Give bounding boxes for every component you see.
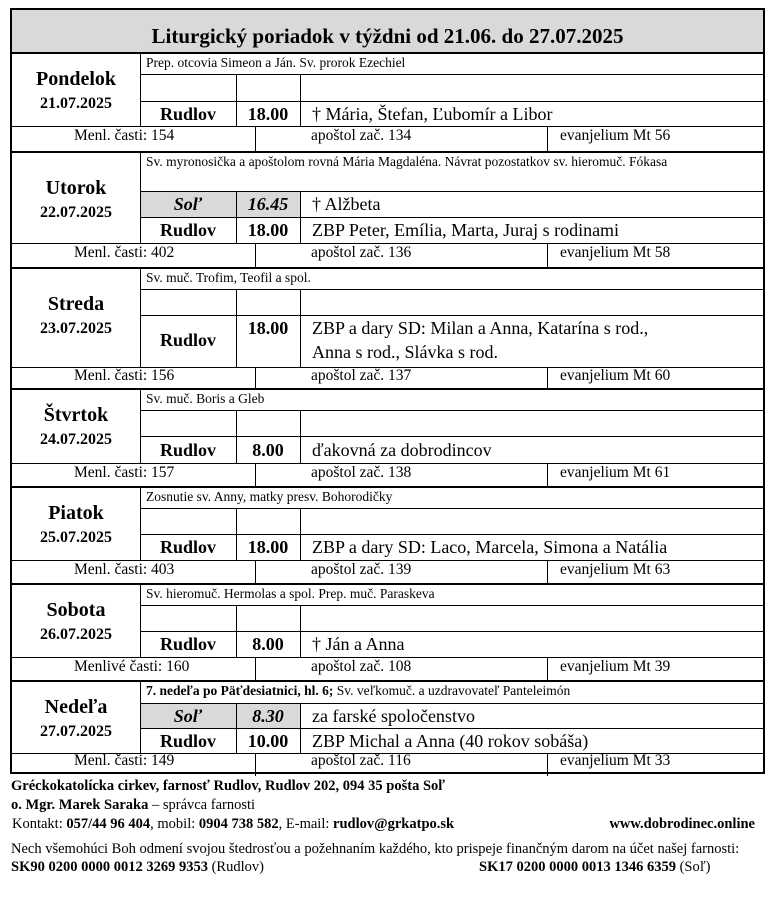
service-place: Rudlov xyxy=(159,730,217,751)
feast-saints: Prep. otcovia Simeon a Ján. Sv. prorok Ezechiel xyxy=(146,55,406,70)
bank-accounts xyxy=(11,858,761,877)
feast-saints: Sv. myronosička a apoštolom rovná Mária Magdaléna. Návrat pozostatkov sv. hieromuč. Fókasa xyxy=(146,154,668,169)
column-divider xyxy=(140,269,141,367)
row-divider xyxy=(140,410,763,411)
readings-apostle: apoštol zač. 116 xyxy=(311,752,411,769)
day-date: 25.07.2025 xyxy=(40,529,112,546)
administrator-line xyxy=(11,796,761,815)
day-date: 23.07.2025 xyxy=(40,320,112,337)
readings-column-divider xyxy=(255,657,256,682)
service-time: 8.00 xyxy=(252,439,284,460)
readings-gospel: evanjelium Mt 60 xyxy=(560,367,671,384)
readings-column-divider xyxy=(255,243,256,269)
day-name: Nedeľa xyxy=(44,696,108,718)
service-time: 18.00 xyxy=(247,220,289,240)
service-intention-continued: Anna s rod., Slávka s rod. xyxy=(312,342,498,362)
iban-rudlov: SK90 0200 0000 0012 3269 9353 xyxy=(11,859,208,875)
readings-column-divider xyxy=(255,126,256,151)
service-intention: ZBP Michal a Anna (40 rokov sobáša) xyxy=(312,730,589,751)
administrator-role: – správca farnosti xyxy=(148,797,256,813)
row-divider xyxy=(140,631,763,632)
mobile-label: , mobil: xyxy=(150,816,199,832)
service-time: 10.00 xyxy=(247,730,289,751)
readings-column-divider xyxy=(255,463,256,488)
day-name: Piatok xyxy=(48,502,104,524)
day-block-4 xyxy=(12,486,763,583)
readings-column-divider xyxy=(255,560,256,585)
day-name-cell xyxy=(12,404,140,450)
row-divider xyxy=(140,605,763,606)
feast-text xyxy=(146,270,761,286)
column-divider xyxy=(300,74,301,126)
feast-saints: Sv. veľkomuč. a uzdravovateľ Panteleimón xyxy=(333,683,571,698)
readings-variable-parts: Menl. časti: 149 xyxy=(74,752,175,769)
readings-gospel: evanjelium Mt 56 xyxy=(560,127,671,144)
service-intention: ďakovná za dobrodincov xyxy=(312,439,492,460)
feast-text xyxy=(146,683,761,699)
day-block-0 xyxy=(12,54,763,151)
row-divider xyxy=(140,74,763,75)
readings-column-divider xyxy=(547,243,548,269)
readings-variable-parts: Menl. časti: 154 xyxy=(74,127,175,144)
feast-text xyxy=(146,489,761,505)
feast-saints: Sv. hieromuč. Hermolas a spol. Prep. muč. Paraskeva xyxy=(146,586,435,601)
service-intention: † Mária, Štefan, Ľubomír a Libor xyxy=(312,103,553,124)
service-place: Rudlov xyxy=(159,634,217,654)
day-name-cell xyxy=(12,599,140,645)
readings-apostle: apoštol zač. 136 xyxy=(311,244,412,261)
service-time: 18.00 xyxy=(247,318,289,338)
readings-variable-parts: Menl. časti: 157 xyxy=(74,464,175,481)
row-divider xyxy=(140,508,763,509)
readings-column-divider xyxy=(547,126,548,151)
readings-gospel: evanjelium Mt 63 xyxy=(560,561,671,578)
contact-phone[interactable]: 057/44 96 404 xyxy=(66,816,151,832)
contact-line xyxy=(11,815,761,834)
day-block-2 xyxy=(12,267,763,388)
readings-gospel: evanjelium Mt 61 xyxy=(560,464,671,481)
column-divider xyxy=(300,289,301,367)
service-intention: ZBP a dary SD: Laco, Marcela, Simona a Natália xyxy=(312,537,668,557)
donation-appeal: Nech všemohúci Boh odmení svojou štedrosťou a požehnaním každého, kto prispeje finančným darom na účet našej farnosti: xyxy=(11,841,740,857)
email-label: , E-mail: xyxy=(278,816,334,832)
readings-gospel: evanjelium Mt 58 xyxy=(560,244,671,261)
service-intention: ZBP Peter, Emília, Marta, Juraj s rodinami xyxy=(312,220,620,240)
day-block-6 xyxy=(12,680,763,774)
service-place: Rudlov xyxy=(159,537,217,557)
day-date: 22.07.2025 xyxy=(40,204,112,221)
day-name: Pondelok xyxy=(35,68,117,90)
iban-rudlov-note: (Rudlov) xyxy=(207,859,264,875)
day-date: 21.07.2025 xyxy=(40,95,112,112)
day-name: Utorok xyxy=(45,177,107,199)
day-name-cell xyxy=(12,696,140,742)
feast-title: 7. nedeľa po Päťdesiatnici, hl. 6; xyxy=(146,683,334,698)
readings-apostle: apoštol zač. 138 xyxy=(311,464,412,481)
service-intention: za farské spoločenstvo xyxy=(312,705,475,726)
readings-column-divider xyxy=(547,560,548,585)
feast-saints: Zosnutie sv. Anny, matky presv. Bohorodičky xyxy=(146,489,393,504)
readings-gospel: evanjelium Mt 39 xyxy=(560,658,671,675)
day-date: 27.07.2025 xyxy=(40,723,112,740)
service-time: 8.00 xyxy=(252,634,284,654)
day-name-cell xyxy=(12,293,140,339)
readings-column-divider xyxy=(547,657,548,682)
parish-footer xyxy=(11,777,761,877)
readings-column-divider xyxy=(547,367,548,390)
day-name: Sobota xyxy=(46,599,106,621)
readings-column-divider xyxy=(255,367,256,390)
feast-text xyxy=(146,391,761,407)
readings-variable-parts: Menlivé časti: 160 xyxy=(74,658,190,675)
service-time: 8.30 xyxy=(252,705,284,726)
service-time: 18.00 xyxy=(247,103,289,124)
service-intention: † Alžbeta xyxy=(312,194,381,214)
feast-saints: Sv. muč. Boris a Gleb xyxy=(146,391,265,406)
readings-gospel: evanjelium Mt 33 xyxy=(560,752,671,769)
readings-column-divider xyxy=(255,753,256,776)
service-place: Rudlov xyxy=(159,220,217,240)
day-name: Štvrtok xyxy=(43,404,109,426)
day-block-3 xyxy=(12,388,763,486)
service-place: Rudlov xyxy=(159,103,217,124)
day-date: 26.07.2025 xyxy=(40,626,112,643)
readings-column-divider xyxy=(547,753,548,776)
service-intention: † Ján a Anna xyxy=(312,634,405,654)
service-time: 16.45 xyxy=(247,194,289,214)
contact-label: Kontakt: xyxy=(12,816,67,832)
service-place: Rudlov xyxy=(159,439,217,460)
row-divider xyxy=(140,289,763,290)
day-name: Streda xyxy=(47,293,105,315)
feast-text xyxy=(146,154,761,170)
readings-variable-parts: Menl. časti: 403 xyxy=(74,561,175,578)
readings-column-divider xyxy=(547,463,548,488)
administrator-name: o. Mgr. Marek Saraka xyxy=(11,797,149,813)
day-name-cell xyxy=(12,502,140,548)
day-name-cell xyxy=(12,177,140,223)
day-name-cell xyxy=(12,68,140,114)
parish-address: Gréckokatolícka cirkev, farnosť Rudlov, Rudlov 202, 094 35 pošta Soľ xyxy=(11,778,446,794)
email-link[interactable]: rudlov@grkatpo.sk xyxy=(333,816,455,832)
readings-apostle: apoštol zač. 139 xyxy=(311,561,412,578)
feast-saints: Sv. muč. Trofim, Teofil a spol. xyxy=(146,270,311,285)
service-place: Soľ xyxy=(173,194,203,214)
service-place: Rudlov xyxy=(159,330,217,350)
readings-variable-parts: Menl. časti: 402 xyxy=(74,244,175,261)
website-link[interactable]: www.dobrodinec.online xyxy=(609,816,755,832)
readings-variable-parts: Menl. časti: 156 xyxy=(74,367,175,384)
readings-apostle: apoštol zač. 137 xyxy=(311,367,412,384)
day-date: 24.07.2025 xyxy=(40,431,112,448)
day-block-1 xyxy=(12,151,763,267)
iban-sol: SK17 0200 0000 0013 1346 6359 xyxy=(479,859,676,875)
iban-sol-note: (Soľ) xyxy=(675,859,711,875)
service-place: Soľ xyxy=(173,705,203,726)
feast-text xyxy=(146,55,761,71)
service-intention: ZBP a dary SD: Milan a Anna, Katarína s rod., xyxy=(312,318,649,338)
feast-text xyxy=(146,586,761,602)
schedule-title: Liturgický poriadok v týždni od 21.06. do 27.07.2025 xyxy=(12,10,763,54)
service-time: 18.00 xyxy=(247,537,289,557)
mobile-phone[interactable]: 0904 738 582 xyxy=(198,816,279,832)
day-block-5 xyxy=(12,583,763,680)
readings-apostle: apoštol zač. 134 xyxy=(311,127,412,144)
readings-apostle: apoštol zač. 108 xyxy=(311,658,412,675)
